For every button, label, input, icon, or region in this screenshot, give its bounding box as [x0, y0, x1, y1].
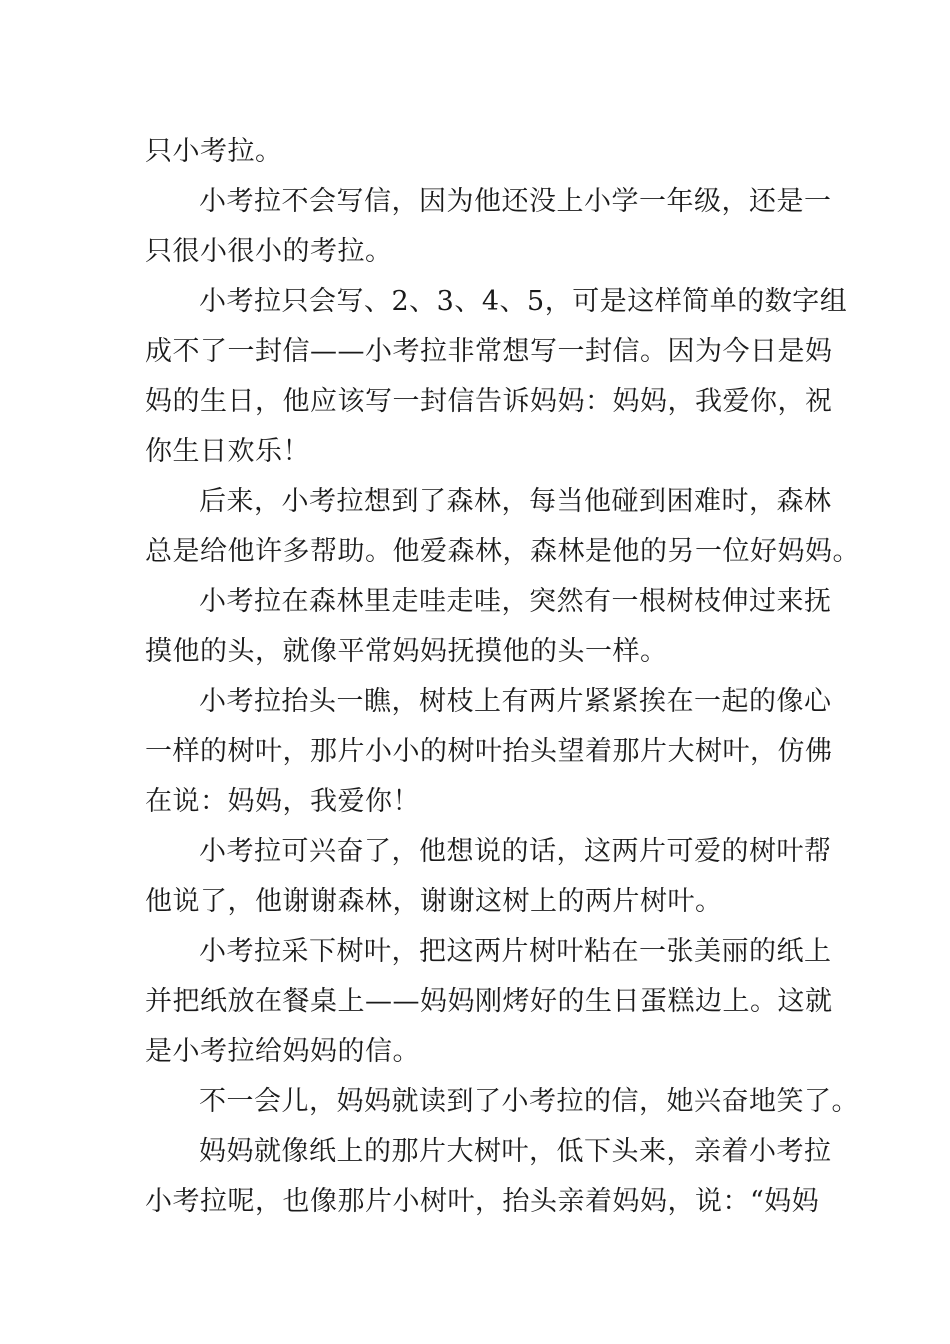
text-line: 他说了，他谢谢森林，谢谢这树上的两片树叶。 — [145, 886, 723, 917]
paragraph-first-line: 不一会儿，妈妈就读到了小考拉的信，她兴奋地笑了。 — [199, 1086, 859, 1117]
text-line: 总是给他许多帮助。他爱森林，森林是他的另一位好妈妈。 — [145, 536, 860, 567]
text-line: 你生日欢乐！ — [145, 436, 310, 467]
text-line: 是小考拉给妈妈的信。 — [145, 1036, 420, 1067]
text-line: 只很小很小的考拉。 — [145, 236, 393, 267]
text-line: 成不了一封信——小考拉非常想写一封信。因为今日是妈 — [145, 336, 833, 367]
paragraph-first-line: 小考拉可兴奋了，他想说的话，这两片可爱的树叶帮 — [199, 836, 832, 867]
paragraph-first-line: 小考拉不会写信，因为他还没上小学一年级，还是一 — [199, 186, 832, 217]
text-line: 并把纸放在餐桌上——妈妈刚烤好的生日蛋糕边上。这就 — [145, 986, 833, 1017]
text-line: 一样的树叶，那片小小的树叶抬头望着那片大树叶，仿佛 — [145, 736, 833, 767]
text-line: 妈的生日，他应该写一封信告诉妈妈：妈妈，我爱你，祝 — [145, 386, 833, 417]
paragraph-first-line: 小考拉抬头一瞧，树枝上有两片紧紧挨在一起的像心 — [199, 686, 832, 717]
text-line: 小考拉呢，也像那片小树叶，抬头亲着妈妈，说：“妈妈 — [145, 1186, 820, 1217]
paragraph-first-line: 妈妈就像纸上的那片大树叶，低下头来，亲着小考拉 — [199, 1136, 832, 1167]
paragraph-first-line: 后来，小考拉想到了森林，每当他碰到困难时，森林 — [199, 486, 832, 517]
text-line: 只小考拉。 — [145, 136, 283, 167]
text-line: 在说：妈妈，我爱你！ — [145, 786, 420, 817]
paragraph-first-line: 小考拉采下树叶，把这两片树叶粘在一张美丽的纸上 — [199, 936, 832, 967]
paragraph-first-line: 小考拉在森林里走哇走哇，突然有一根树枝伸过来抚 — [199, 586, 832, 617]
paragraph-first-line: 小考拉只会写、2、3、4、5，可是这样简单的数字组 — [199, 286, 848, 317]
text-line: 摸他的头，就像平常妈妈抚摸他的头一样。 — [145, 636, 668, 667]
